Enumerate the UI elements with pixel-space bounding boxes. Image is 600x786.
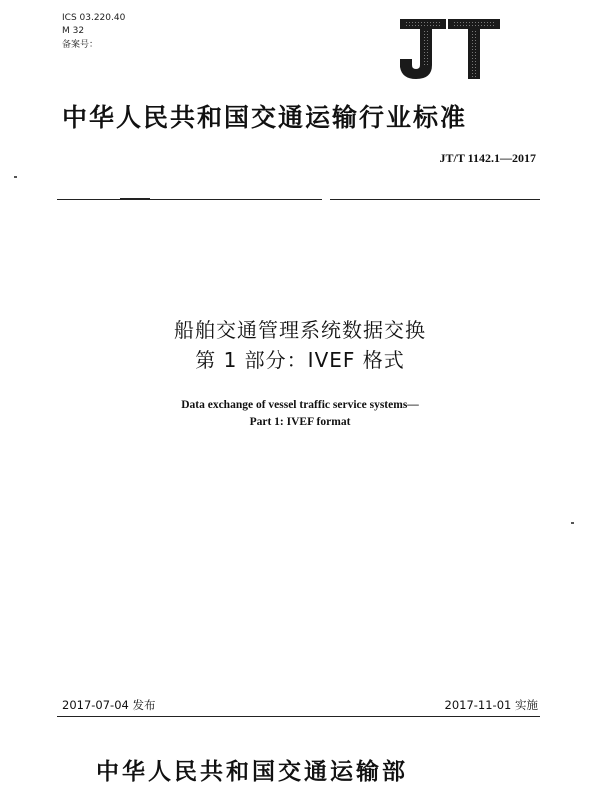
header-rule-accent <box>120 198 150 200</box>
scan-speck <box>14 176 17 178</box>
standard-number: JT/T 1142.1—2017 <box>439 151 536 165</box>
header-rule-left <box>57 199 322 200</box>
issuing-authority: 中华人民共和国交通运输部 <box>96 758 408 785</box>
footer-rule <box>57 716 540 717</box>
ics-code: ICS 03.220.40 <box>62 13 126 23</box>
classification-code: M 32 <box>62 26 85 36</box>
logo-text: JT <box>449 55 451 56</box>
title-english-line-2: Part 1: IVEF format <box>249 416 351 428</box>
title-chinese-line-2: 第 1 部分：IVEF 格式 <box>195 348 405 372</box>
title-english-line-1: Data exchange of vessel traffic service systems— <box>181 399 419 411</box>
record-number-label: 备案号： <box>62 40 99 50</box>
title-chinese-line-1: 船舶交通管理系统数据交换 <box>174 318 426 342</box>
issue-date: 2017-07-04 发布 <box>62 698 156 712</box>
implementation-date: 2017-11-01 实施 <box>444 698 538 712</box>
jt-logo <box>396 15 502 83</box>
standard-category: 中华人民共和国交通运输行业标准 <box>62 103 468 132</box>
header-rule-right <box>330 199 540 200</box>
scan-speck <box>571 522 574 524</box>
